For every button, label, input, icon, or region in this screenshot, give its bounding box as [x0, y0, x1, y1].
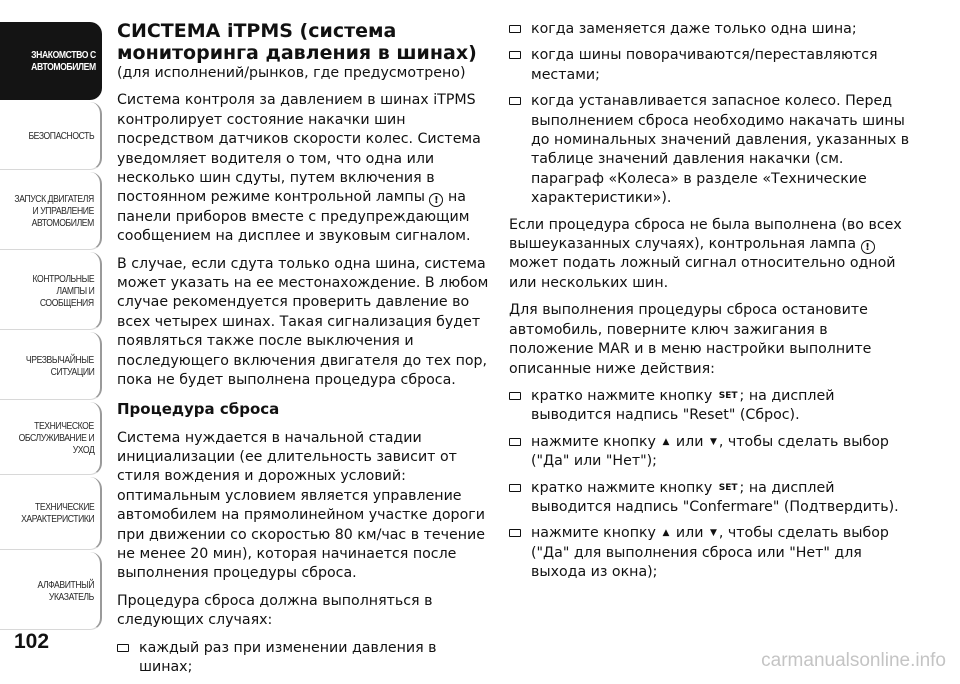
nav-tab-label: И УПРАВЛЕНИЕ [32, 204, 94, 217]
single-tire-paragraph: В случае, если сдута только одна шина, система может указать на ее местонахождение. В любом случае рекомендуется проверить давление во всех четырех шинах. Такая сигнализация будет появляться также после выключения и последующего включения двигателя до тех пор, пока не будет выполнена процедура сброса. [117, 255, 489, 389]
tire-warning-icon: ! [861, 240, 875, 254]
nav-tab-label: ЛАМПЫ И [55, 284, 94, 297]
intro-text-a: Система контроля за давлением в шинах iTPMS контролирует состояние накачки шин посредством датчиков скорости колес. Система уведомляет водителя о том, что одна или несколько шин сдуты, путем включения в постоянном режиме контрольной лампы [117, 92, 481, 206]
nav-tab[interactable] [0, 402, 102, 475]
nav-tab-label: СООБЩЕНИЯ [40, 296, 94, 309]
bullet-icon [509, 51, 521, 59]
nav-tab-label: ТЕХНИЧЕСКОЕ [34, 420, 94, 432]
bullet-icon [509, 25, 521, 33]
set-button-icon: SET [718, 390, 738, 401]
nav-tab[interactable] [0, 252, 102, 330]
step-text-a: кратко нажмите кнопку [531, 479, 713, 496]
up-button-icon: ▲ [662, 436, 670, 447]
left-column [117, 20, 493, 684]
down-button-icon: ▼ [709, 528, 717, 539]
nav-tab[interactable] [0, 172, 102, 250]
nav-tab-label: УХОД [72, 444, 94, 456]
reset-cases-paragraph: Процедура сброса должна выполняться в следующих случаях: [117, 592, 433, 629]
nav-tab-label: БЕЗОПАСНОСТЬ [28, 129, 94, 142]
list-item [117, 639, 493, 678]
list-item-text [531, 433, 911, 472]
init-paragraph: Система нуждается в начальной стадии инициализации (ее длительность зависит от стиля вождения и дорожных условий: оптимальным условием является управление автомобилем на прямолинейном участке дороги при движении со скоростью 80 км/час в течение не менее 20 мин), которая начинается после выполнения процедуры сброса. [117, 429, 485, 582]
list-item [509, 479, 911, 518]
nav-tab[interactable] [0, 22, 102, 100]
nav-tab[interactable] [0, 477, 102, 550]
availability-note: (для исполнений/рынков, где предусмотрено) [117, 65, 466, 81]
list-item [509, 433, 911, 472]
step-text-b: , чтобы сделать выбор ("Да" или "Нет"); [531, 433, 889, 470]
bullet-icon [509, 97, 521, 105]
step-text-a: кратко нажмите кнопку [531, 387, 713, 404]
procedure-paragraph: Для выполнения процедуры сброса остановите автомобиль, поверните ключ зажигания в положение MAR и в меню настройки выполните описанные ниже действия: [509, 302, 872, 377]
list-item-text: каждый раз при изменении давления в шинах; [139, 639, 437, 675]
step-or: или [675, 433, 704, 450]
list-item-text: когда заменяется даже только одна шина; [531, 21, 857, 37]
nav-tab-label: ОБСЛУЖИВАНИЕ И [18, 432, 94, 444]
page-number: 102 [14, 630, 50, 653]
nav-tab-label: ХАРАКТЕРИСТИКИ [20, 513, 94, 525]
list-item-text: когда шины поворачиваются/переставляются местами; [531, 47, 878, 83]
nav-tab-label: ЧРЕЗВЫЧАЙНЫЕ [26, 353, 94, 366]
nav-tab-label: ЗАПУСК ДВИГАТЕЛЯ [14, 192, 94, 205]
nav-tab-label: СИТУАЦИИ [50, 365, 94, 378]
list-item-text: когда устанавливается запасное колесо. Перед выполнением сброса необходимо накачать шины до номинальных значений давления, указанных в таблице значений давления накачки (см. параграф «Колеса» в разделе «Технические характеристики»). [531, 93, 910, 207]
nav-tab-label: КОНТРОЛЬНЫЕ [32, 272, 94, 285]
nav-tab-label: АЛФАВИТНЫЙ [37, 578, 94, 591]
step-or: или [675, 525, 704, 542]
list-item [509, 46, 911, 85]
step-text-b: ; на дисплей выводится надпись "Confermare" (Подтвердить). [531, 479, 899, 515]
step-text-a: нажмите кнопку [531, 525, 656, 542]
list-item-text [531, 524, 911, 582]
list-item-text [531, 479, 911, 518]
list-item [509, 387, 911, 426]
right-column [509, 20, 911, 590]
bullet-icon [509, 392, 521, 400]
bullet-icon [509, 484, 521, 492]
false-signal-paragraph [509, 216, 911, 294]
false-signal-text-a: Если процедура сброса не была выполнена (во всех вышеуказанных случаях), контрольная лампа [509, 216, 902, 253]
page-title: СИСТЕМА iTPMS (система мониторинга давления в шинах) [117, 20, 477, 64]
nav-tab[interactable] [0, 332, 102, 400]
bullet-icon [509, 529, 521, 537]
nav-tab-label: АВТОМОБИЛЕМ [31, 216, 94, 229]
list-item [509, 20, 911, 39]
tire-warning-icon: ! [429, 193, 443, 207]
intro-paragraph [117, 91, 493, 246]
up-button-icon: ▲ [662, 528, 670, 539]
bullet-icon [509, 438, 521, 446]
intro-text-b: на панели приборов вместе с предупреждающим сообщением на дисплее и звуковым сигналом. [117, 189, 471, 245]
bullet-icon [117, 644, 129, 652]
step-text-b: ; на дисплей выводится надпись "Reset" (Сброс). [531, 387, 835, 424]
nav-tab-label: УКАЗАТЕЛЬ [48, 590, 94, 603]
section-title: Процедура сброса [117, 399, 280, 418]
step-text-b: , чтобы сделать выбор ("Да" для выполнения сброса или "Нет" для выхода из окна); [531, 525, 889, 581]
list-item [509, 92, 911, 208]
nav-tab[interactable] [0, 552, 102, 630]
down-button-icon: ▼ [709, 436, 717, 447]
list-item-text [531, 387, 911, 426]
set-button-icon: SET [718, 482, 738, 493]
nav-tab-label: АВТОМОБИЛЕМ [31, 61, 96, 73]
nav-tab[interactable] [0, 102, 102, 170]
list-item [509, 524, 911, 582]
watermark: carmanualsonline.info [761, 650, 946, 671]
nav-tab-label: ТЕХНИЧЕСКИЕ [34, 501, 94, 513]
nav-tab-label: ЗНАКОМСТВО С [31, 49, 96, 61]
step-text-a: нажмите кнопку [531, 433, 656, 450]
false-signal-text-b: может подать ложный сигнал относительно одной или нескольких шин. [509, 255, 896, 291]
